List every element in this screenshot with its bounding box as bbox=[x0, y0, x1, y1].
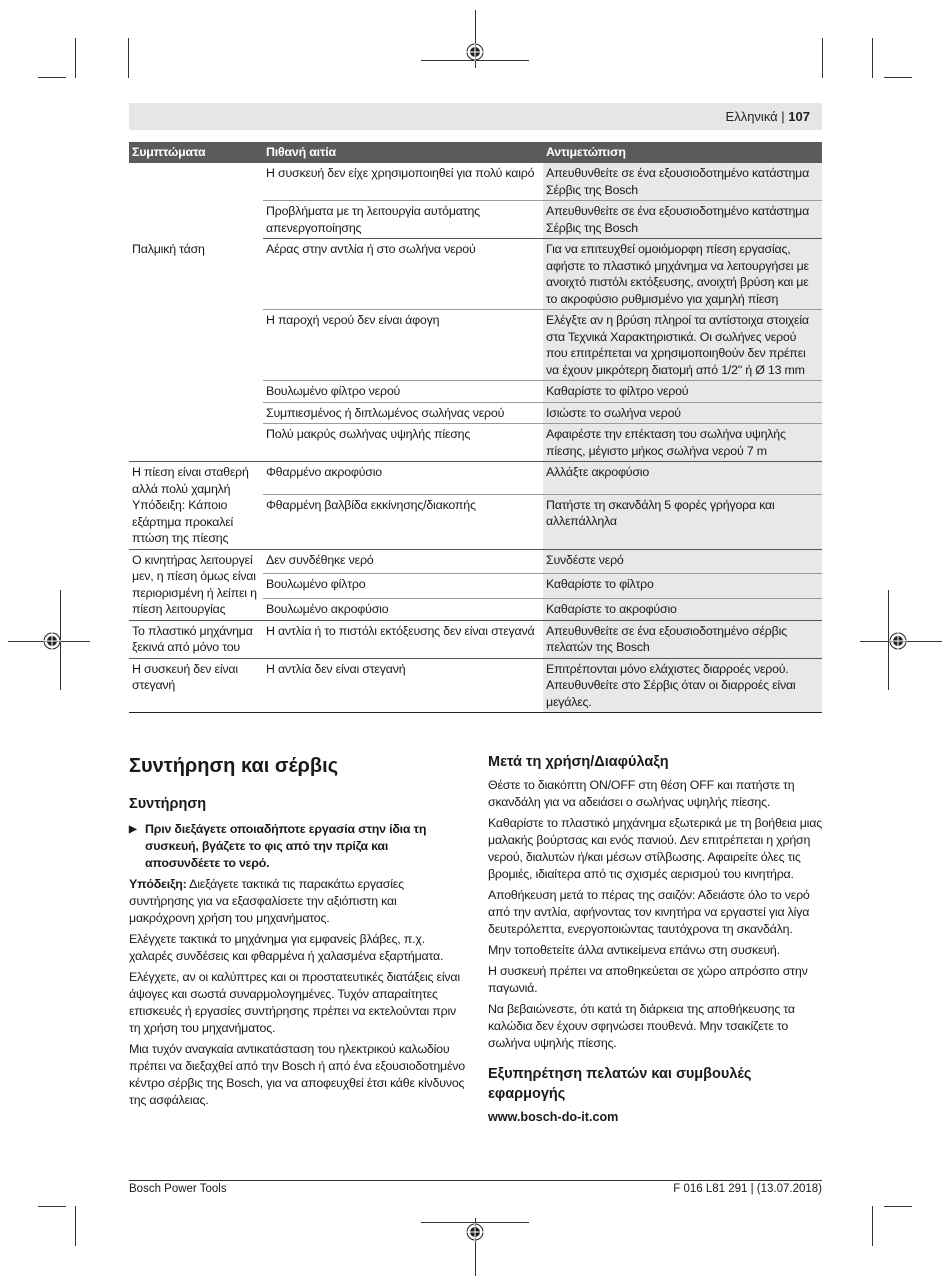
cause-cell: Η αντλία δεν είναι στεγανή bbox=[263, 658, 543, 713]
paragraph: Να βεβαιώνεστε, ότι κατά τη διάρκεια της αποθήκευσης τα καλώδια δεν έχουν σφηνώσει πουθενά. Μην τσακίζετε το σωλήνα υψηλής πίεσης. bbox=[488, 1002, 795, 1050]
paragraph: Καθαρίστε το πλαστικό μηχάνημα εξωτερικά με τη βοήθεια μιας μαλακής βούρτσας και ενός πανιού. Δεν επιτρέπεται η χρήση νερού, διαλυτών ή/και μέσων στίλβωσης. Αφαιρείτε όλες τις βρομιές, ιδιαίτερα από τις σχισμές αερισμού του κινητήρα. bbox=[488, 816, 822, 881]
paragraph: Αποθήκευση μετά το πέρας της σαιζόν: Αδειάστε όλο το νερό από την αντλία, αφήνοντας τον κινητήρα να εργαστεί για λίγα δευτερόλεπτα, ενεργοποιώντας ταυτόχρονα τη σκανδάλη. bbox=[488, 888, 810, 936]
remedy-cell: Καθαρίστε το φίλτρο νερού bbox=[543, 381, 822, 403]
remedy-cell: Ισιώστε το σωλήνα νερού bbox=[543, 402, 822, 424]
cause-cell: Φθαρμένο ακροφύσιο bbox=[263, 462, 543, 495]
paragraph: Η συσκευή πρέπει να αποθηκεύεται σε χώρο απρόσιτο στην παγωνιά. bbox=[488, 964, 808, 995]
section-title: Συντήρηση και σέρβις bbox=[129, 755, 339, 777]
cause-cell: Προβλήματα με τη λειτουργία αυτόματης απενεργοποίησης bbox=[263, 201, 543, 239]
paragraph: Θέστε το διακόπτη ON/OFF στη θέση OFF και πατήστε τη σκανδάλη για να αδειάσει ο σωλήνας υψηλής πίεσης. bbox=[488, 778, 795, 809]
remedy-cell: Για να επιτευχθεί ομοιόμορφη πίεση εργασίας, αφήστε το πλαστικό μηχάνημα να λειτουργήσει με ανοιχτό πιστόλι εκτόξευσης, ανοιχτή βρύση και με το ακροφύσιο ρυθμισμένο για χαμηλή πίεση bbox=[543, 239, 822, 310]
symptom-cell: Ο κινητήρας λειτουργεί μεν, η πίεση όμως είναι περιορισμένη ή λείπει η πίεση λειτουργίας bbox=[129, 549, 263, 620]
note-paragraph bbox=[129, 876, 465, 927]
cause-cell: Η αντλία ή το πιστόλι εκτόξευσης δεν είναι στεγανά bbox=[263, 620, 543, 658]
note-text: Διεξάγετε τακτικά τις παρακάτω εργασίες συντήρησης για να εξασφαλίσετε την αξιόπιστη και μακρόχρονη χρήση του μηχανήματος. bbox=[129, 877, 404, 925]
storage-column bbox=[488, 752, 824, 1126]
website-link[interactable]: www.bosch-do-it.com bbox=[488, 1110, 619, 1124]
crop-mark bbox=[128, 38, 129, 78]
cause-cell: Η παροχή νερού δεν είναι άφογη bbox=[263, 310, 543, 381]
symptom-cell: Η πίεση είναι σταθερή αλλά πολύ χαμηλή Υπόδειξη: Κάποιο εξάρτημα προκαλεί πτώση της πίεσης bbox=[129, 462, 263, 550]
registration-mark-icon bbox=[466, 1223, 484, 1241]
column-header-symptoms: Συμπτώματα bbox=[129, 142, 263, 163]
remedy-cell: Αλλάξτε ακροφύσιο bbox=[543, 462, 822, 495]
registration-mark-icon bbox=[466, 43, 484, 61]
remedy-cell: Συνδέστε νερό bbox=[543, 549, 822, 574]
paragraph: Μην τοποθετείτε άλλα αντικείμενα επάνω στη συσκευή. bbox=[488, 943, 780, 957]
cause-cell: Βουλωμένο φίλτρο bbox=[263, 574, 543, 599]
crop-mark bbox=[872, 1206, 873, 1246]
crop-mark bbox=[38, 1206, 66, 1207]
remedy-cell: Καθαρίστε το ακροφύσιο bbox=[543, 599, 822, 621]
cause-cell: Συμπιεσμένος ή διπλωμένος σωλήνας νερού bbox=[263, 402, 543, 424]
cause-cell: Πολύ μακρύς σωλήνας υψηλής πίεσης bbox=[263, 424, 543, 462]
table-row bbox=[129, 620, 822, 658]
crop-mark bbox=[884, 1206, 912, 1207]
service-title: Εξυπηρέτηση πελατών και συμβουλές εφαρμογής bbox=[488, 1066, 752, 1102]
footer-brand: Bosch Power Tools bbox=[129, 1183, 227, 1195]
remedy-cell: Ελέγξτε αν η βρύση πληροί τα αντίστοιχα στοιχεία στα Τεχνικά Χαρακτηριστικά. Οι σωλήνες νερού που επιτρέπεται να χρησιμοποιηθούν δεν πρέπει να έχουν μικρότερη διατομή από 1/2" ή Ø 13 mm bbox=[543, 310, 822, 381]
cause-cell: Βουλωμένο φίλτρο νερού bbox=[263, 381, 543, 403]
subsection-title: Συντήρηση bbox=[129, 796, 207, 812]
remedy-cell: Καθαρίστε το φίλτρο bbox=[543, 574, 822, 599]
paragraph: Ελέγχετε τακτικά το μηχάνημα για εμφανείς βλάβες, π.χ. χαλαρές συνδέσεις και φθαρμένα ή χαλασμένα εξαρτήματα. bbox=[129, 932, 444, 963]
cause-cell: Η συσκευή δεν είχε χρησιμοποιηθεί για πολύ καιρό bbox=[263, 163, 543, 201]
note-label: Υπόδειξη: bbox=[129, 877, 187, 891]
arrow-bullet-icon: ▶ bbox=[129, 824, 137, 835]
footer-divider bbox=[129, 1180, 822, 1181]
table-row bbox=[129, 462, 822, 495]
crop-mark bbox=[38, 77, 66, 78]
column-header-cause: Πιθανή αιτία bbox=[263, 142, 543, 163]
cause-cell: Δεν συνδέθηκε νερό bbox=[263, 549, 543, 574]
table-row bbox=[129, 549, 822, 574]
crop-mark bbox=[822, 38, 823, 78]
symptom-cell: Η συσκευή δεν είναι στεγανή bbox=[129, 658, 263, 713]
maintenance-column bbox=[129, 752, 465, 1113]
warning-text: Πριν διεξάγετε οποιαδήποτε εργασία στην ίδια τη συσκευή, βγάζετε το φις από την πρίζα και αποσυνδέετε το νερό. bbox=[145, 822, 427, 870]
header-text: Ελληνικά | 107 bbox=[725, 109, 810, 124]
symptom-cell: Παλμική τάση bbox=[129, 239, 263, 462]
crop-mark bbox=[75, 1206, 76, 1246]
remedy-cell: Απευθυνθείτε σε ένα εξουσιοδοτημένο κατάστημα Σέρβις της Bosch bbox=[543, 163, 822, 201]
crop-mark bbox=[75, 38, 76, 78]
subsection-title: Μετά τη χρήση/Διαφύλαξη bbox=[488, 754, 669, 770]
paragraph: Μια τυχόν αναγκαία αντικατάσταση του ηλεκτρικού καλωδίου πρέπει να διεξαχθεί από την Bosch ή από ένα εξουσιοδοτημένο κέντρο σέρβις της Bosch, για να αποφευχθεί έτσι κάθε κίνδυνος της ασφάλειας. bbox=[129, 1042, 465, 1107]
remedy-cell: Αφαιρέστε την επέκταση του σωλήνα υψηλής πίεσης, μέγιστο μήκος σωλήνα νερού 7 m bbox=[543, 424, 822, 462]
remedy-cell: Απευθυνθείτε σε ένα εξουσιοδοτημένο σέρβις πελατών της Bosch bbox=[543, 620, 822, 658]
remedy-cell: Απευθυνθείτε σε ένα εξουσιοδοτημένο κατάστημα Σέρβις της Bosch bbox=[543, 201, 822, 239]
cause-cell: Αέρας στην αντλία ή στο σωλήνα νερού bbox=[263, 239, 543, 310]
warning-paragraph bbox=[129, 821, 465, 872]
registration-mark-icon bbox=[889, 632, 907, 650]
paragraph: Ελέγχετε, αν οι καλύπτρες και οι προστατευτικές διατάξεις είναι άψογες και σωστά συναρμολογημένες. Τυχόν απαραίτητες επισκευές ή εργασίες συντήρησης πρέπει να εκτελούνται πριν τη χρήση του μηχανήματος. bbox=[129, 970, 460, 1035]
header-language: Ελληνικά bbox=[725, 109, 778, 124]
page-number: 107 bbox=[788, 109, 810, 124]
registration-mark-icon bbox=[43, 632, 61, 650]
troubleshooting-table bbox=[129, 142, 822, 713]
crop-mark bbox=[884, 77, 912, 78]
table-row bbox=[129, 239, 822, 310]
symptom-cell bbox=[129, 163, 263, 239]
table-row bbox=[129, 163, 822, 201]
table-row bbox=[129, 658, 822, 713]
cause-cell: Φθαρμένη βαλβίδα εκκίνησης/διακοπής bbox=[263, 494, 543, 549]
symptom-cell: Το πλαστικό μηχάνημα ξεκινά από μόνο του bbox=[129, 620, 263, 658]
remedy-cell: Επιτρέπονται μόνο ελάχιστες διαρροές νερού. Απευθυνθείτε στο Σέρβις όταν οι διαρροές είναι μεγάλες. bbox=[543, 658, 822, 713]
crop-mark bbox=[872, 38, 873, 78]
cause-cell: Βουλωμένο ακροφύσιο bbox=[263, 599, 543, 621]
column-header-remedy: Αντιμετώπιση bbox=[543, 142, 822, 163]
footer-document-number: F 016 L81 291 | (13.07.2018) bbox=[673, 1183, 822, 1195]
remedy-cell: Πατήστε τη σκανδάλη 5 φορές γρήγορα και αλλεπάλληλα bbox=[543, 494, 822, 549]
page-header bbox=[129, 103, 822, 130]
